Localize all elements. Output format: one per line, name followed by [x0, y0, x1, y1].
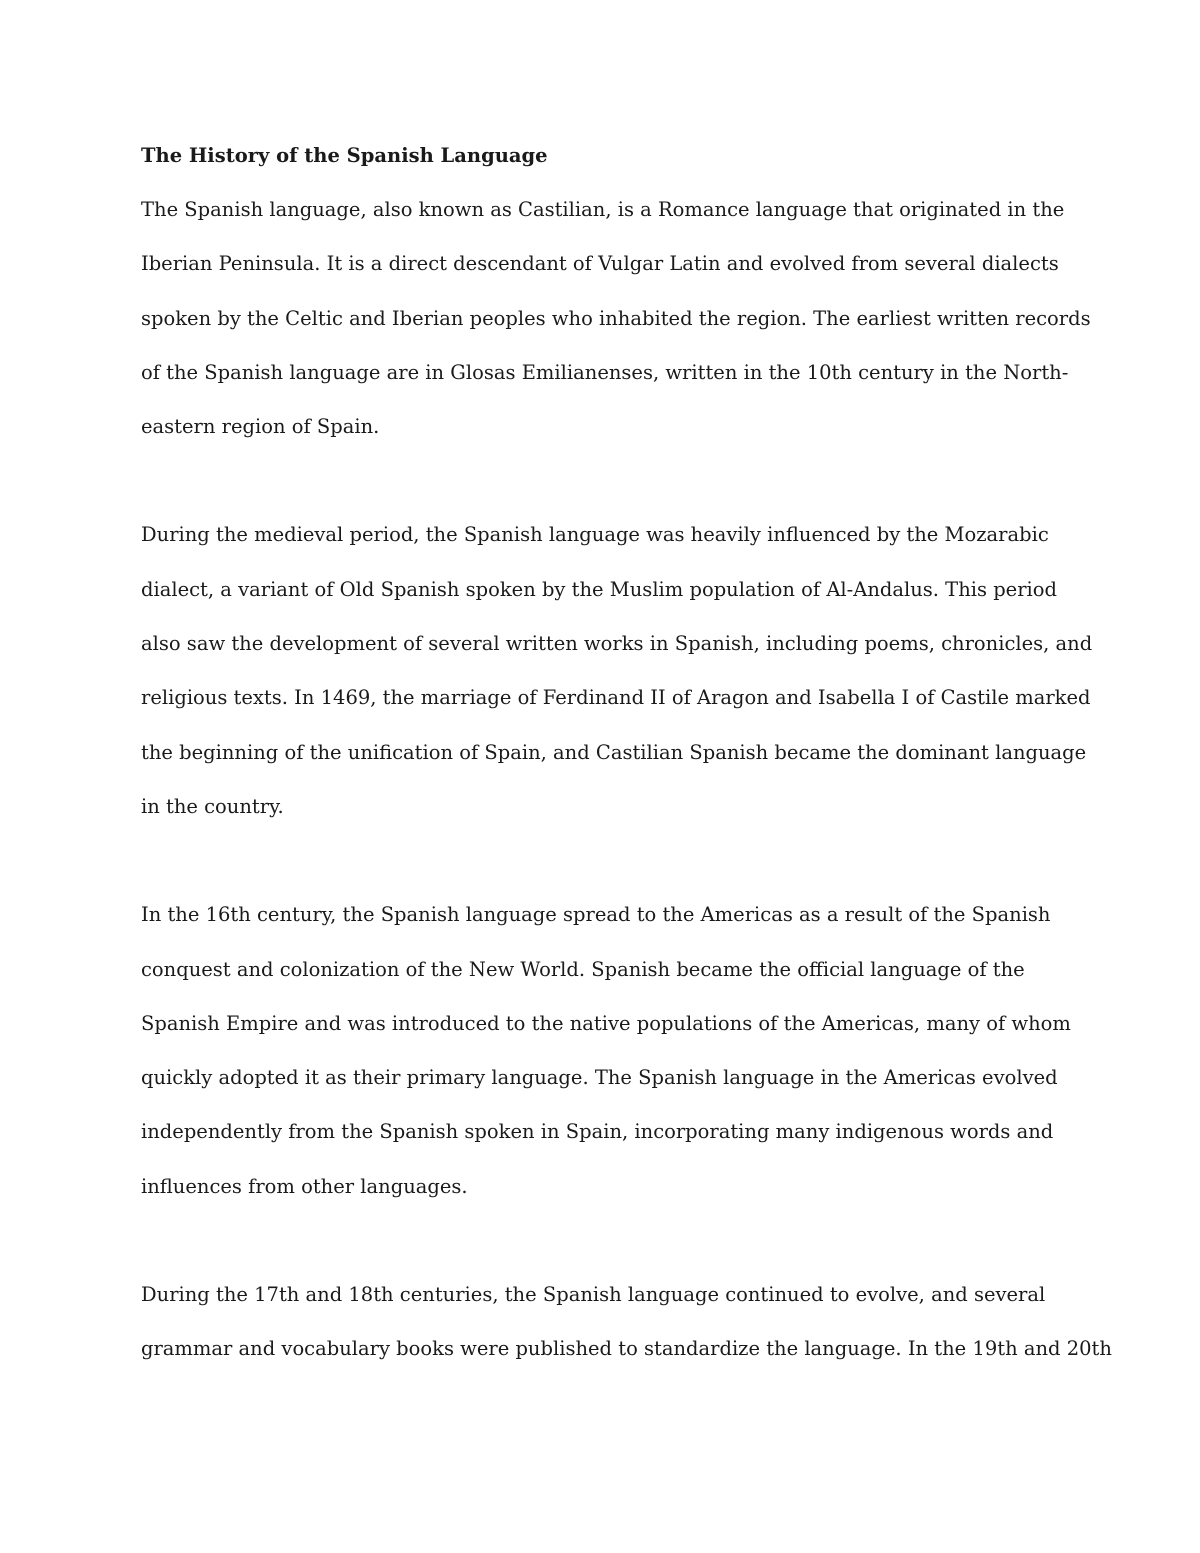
text-line: Spanish Empire and was introduced to the native populations of the Americas, many of whom: [141, 1011, 1071, 1035]
document-title: The History of the Spanish Language: [141, 144, 548, 167]
paragraph-1: [141, 192, 1091, 463]
text-line: During the medieval period, the Spanish language was heavily influenced by the Mozarabic: [141, 523, 1049, 547]
text-line: dialect, a variant of Old Spanish spoken by the Muslim population of Al-Andalus. This period: [141, 577, 1057, 601]
text-line: independently from the Spanish spoken in Spain, incorporating many indigenous words and: [141, 1120, 1054, 1144]
text-line: religious texts. In 1469, the marriage of Ferdinand II of Aragon and Isabella I of Castile marked: [141, 686, 1091, 710]
text-line: Iberian Peninsula. It is a direct descendant of Vulgar Latin and evolved from several dialects: [141, 252, 1059, 276]
text-line: influences from other languages.: [141, 1174, 468, 1198]
text-line: eastern region of Spain.: [141, 415, 380, 439]
text-line: During the 17th and 18th centuries, the Spanish language continued to evolve, and several: [141, 1283, 1046, 1307]
text-line: In the 16th century, the Spanish language spread to the Americas as a result of the Spanish: [141, 903, 1051, 927]
text-line: conquest and colonization of the New World. Spanish became the official language of the: [141, 957, 1025, 981]
text-line: in the country.: [141, 794, 284, 818]
text-line: quickly adopted it as their primary language. The Spanish language in the Americas evolved: [141, 1066, 1058, 1090]
text-line: spoken by the Celtic and Iberian peoples who inhabited the region. The earliest written records: [141, 306, 1091, 330]
text-line: The Spanish language, also known as Castilian, is a Romance language that originated in the: [141, 198, 1065, 221]
text-line: the beginning of the unification of Spain, and Castilian Spanish became the dominant language: [141, 740, 1087, 764]
document-body: [141, 138, 1112, 1440]
paragraph-2: [141, 517, 1093, 843]
text-line: grammar and vocabulary books were published to standardize the language. In the 19th and 20th: [141, 1337, 1112, 1361]
paragraph-4: [141, 1277, 1112, 1386]
text-line: also saw the development of several written works in Spanish, including poems, chronicles, and: [141, 632, 1093, 656]
text-line: of the Spanish language are in Glosas Emilianenses, written in the 10th century in the North-: [141, 360, 1069, 384]
paragraph-3: [141, 897, 1071, 1223]
